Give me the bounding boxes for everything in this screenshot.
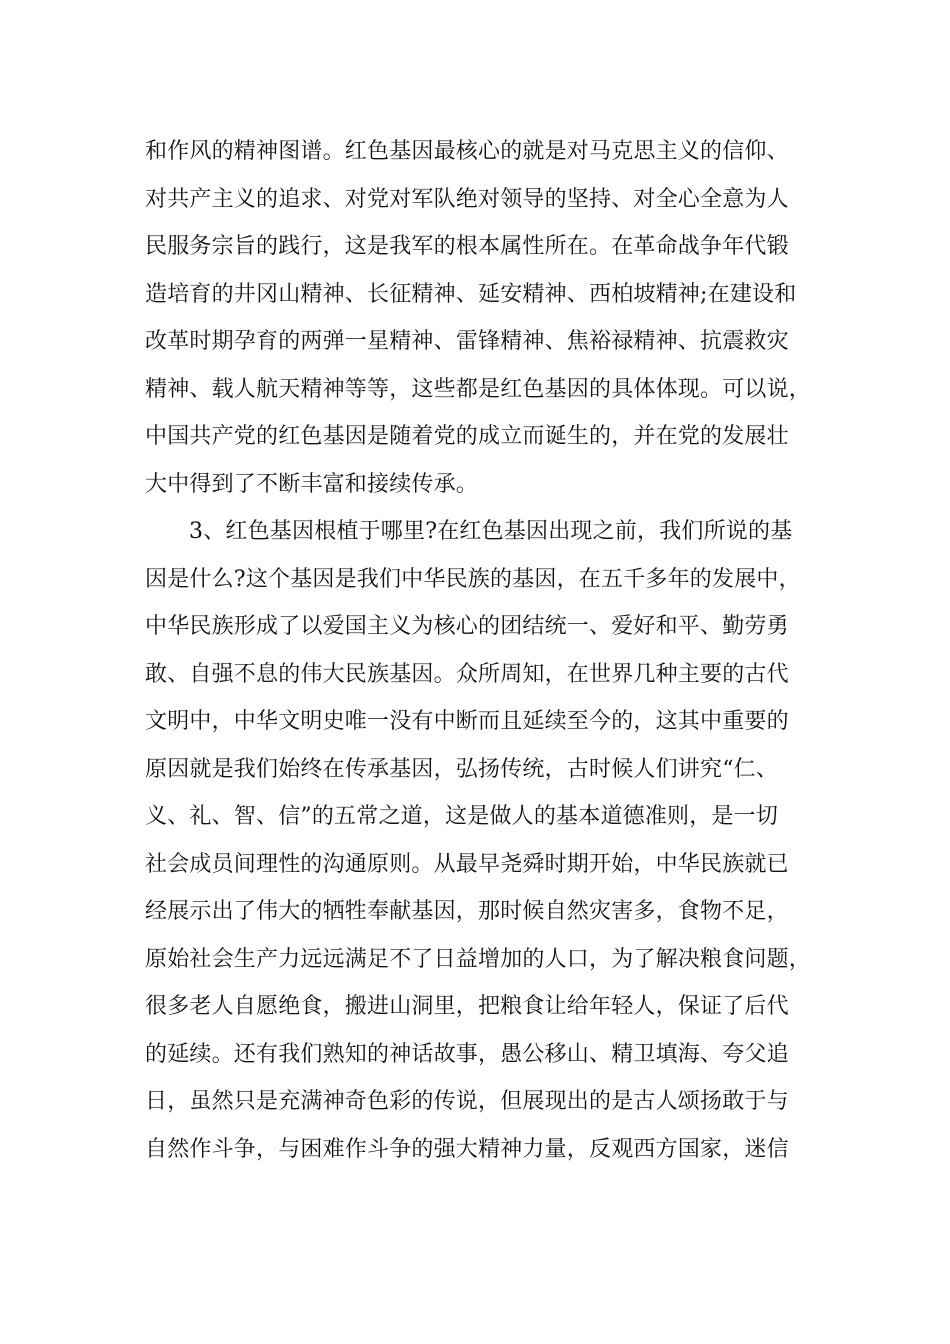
text-line: 因是什么?这个基因是我们中华民族的基因，在五千多年的发展中，	[145, 566, 801, 592]
text-line: 大中得到了不断丰富和接续传承。	[145, 471, 479, 497]
text-line: 民服务宗旨的践行，这是我军的根本属性所在。在革命战争年代锻	[145, 234, 789, 259]
text-line: 日，虽然只是充满神奇色彩的传说，但展现出的是古人颂扬敢于与	[145, 1089, 789, 1114]
text-line: 中国共产党的红色基因是随着党的成立而诞生的，并在党的发展壮	[145, 424, 789, 449]
text-line: 原始社会生产力远远满足不了日益增加的人口，为了解决粮食问题，	[145, 946, 812, 972]
text-line: 和作风的精神图谱。红色基因最核心的就是对马克思主义的信仰、	[145, 139, 789, 164]
paragraph-start-line: 3、红色基因根植于哪里?在红色基因出现之前，我们所说的基	[189, 519, 793, 544]
text-line: 社会成员间理性的沟通原则。从最早尧舜时期开始，中华民族就已	[145, 851, 789, 877]
text-line: 中华民族形成了以爱国主义为核心的团结统一、爱好和平、勤劳勇	[145, 614, 789, 639]
text-line: 自然作斗争，与困难作斗争的强大精神力量，反观西方国家，迷信	[145, 1136, 789, 1162]
text-line: 经展示出了伟大的牺牲奉献基因，那时候自然灾害多，食物不足，	[145, 899, 789, 924]
text-line: 原因就是我们始终在传承基因，弘扬传统，古时候人们讲究“仁、	[145, 756, 779, 782]
body-text	[145, 128, 812, 1173]
text-line: 的延续。还有我们熟知的神话故事，愚公移山、精卫填海、夸父追	[145, 1041, 789, 1067]
text-line: 敢、自强不息的伟大民族基因。众所周知，在世界几种主要的古代	[145, 661, 789, 687]
text-line: 精神、载人航天精神等等，这些都是红色基因的具体体现。可以说，	[145, 376, 812, 402]
text-line: 义、礼、智、信”的五常之道，这是做人的基本道德准则，是一切	[145, 804, 779, 829]
text-line: 造培育的井冈山精神、长征精神、延安精神、西柏坡精神;在建设和	[145, 281, 797, 307]
text-line: 文明中，中华文明史唯一没有中断而且延续至今的，这其中重要的	[145, 709, 789, 734]
text-line: 很多老人自愿绝食，搬进山洞里，把粮食让给年轻人，保证了后代	[145, 994, 789, 1019]
text-line: 对共产主义的追求、对党对军队绝对领导的坚持、对全心全意为人	[145, 186, 789, 212]
text-line: 改革时期孕育的两弹一星精神、雷锋精神、焦裕禄精神、抗震救灾	[145, 329, 789, 354]
